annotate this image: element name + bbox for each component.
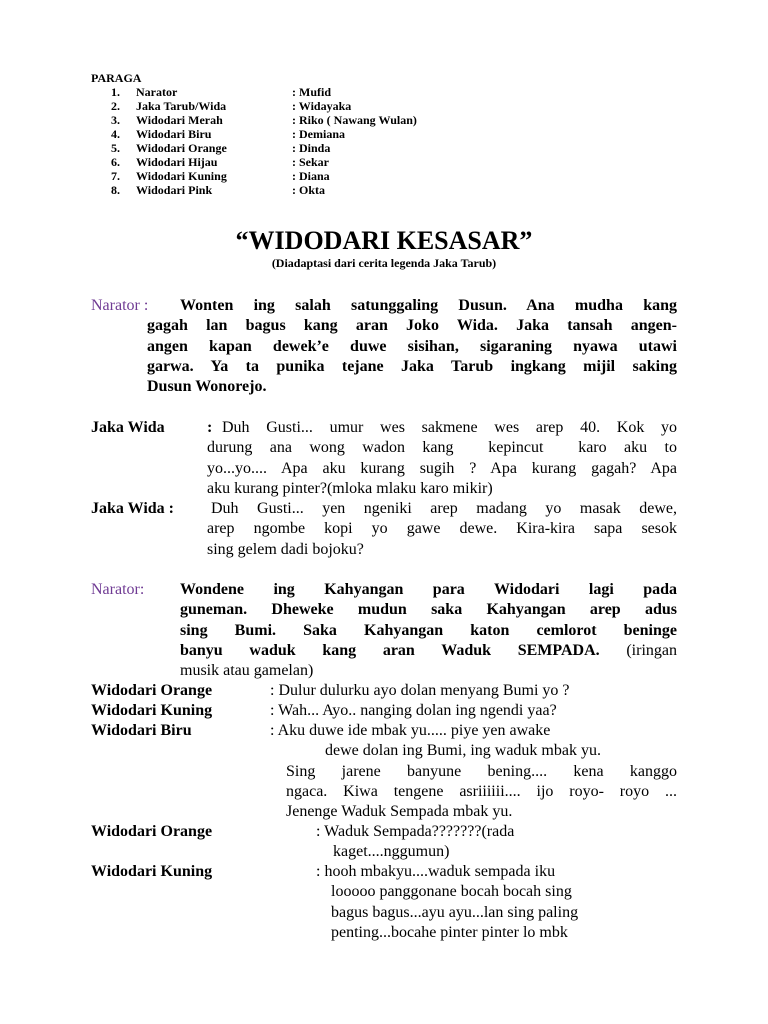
cast-actor: : Demiana — [292, 127, 345, 141]
speech-line: : Dulur dulurku ayo dolan menyang Bumi yo ? — [270, 682, 570, 699]
stage-note: musik atau gamelan) — [180, 662, 314, 680]
cast-number: 4. — [111, 127, 120, 141]
cast-actor: : Dinda — [292, 141, 331, 155]
cast-role: Widodari Orange — [136, 141, 227, 155]
biru-speech-first — [270, 721, 550, 741]
speech-line: sing Bumi. Saka Kahyangan katon cemlorot beninge — [180, 621, 677, 639]
speaker-narator: Narator: — [91, 581, 145, 598]
play-subtitle: (Diadaptasi dari cerita legenda Jaka Tarub) — [271, 256, 497, 270]
speech-line: : Aku duwe ide mbak yu..... piye yen awake — [270, 722, 551, 739]
cast-number: 6. — [111, 155, 120, 169]
speaker-widodari-orange: Widodari Orange — [91, 682, 213, 699]
kuning-speech-2 — [316, 862, 555, 882]
speaker-widodari-biru: Widodari Biru — [91, 722, 192, 739]
cast-actor: : Widayaka — [292, 99, 352, 113]
speech-line: Sing jarene banyune bening.... kena kanggo — [286, 762, 677, 780]
speaker-jaka-wida: Jaka Wida — [91, 419, 165, 436]
cast-row — [0, 99, 768, 113]
speech-line: yo...yo.... Apa aku kurang sugih ? Apa kurang gagah? Apa — [207, 459, 677, 477]
speaker-narator: Narator : — [91, 297, 149, 314]
narator-speech-2 — [180, 580, 677, 600]
speech-line-text: banyu waduk kang aran Waduk SEMPADA. — [180, 641, 600, 659]
cast-number: 1. — [111, 85, 120, 99]
narator-speech-1-cont — [147, 316, 677, 397]
speech-line: angen kapan dewek’e duwe sisihan, sigaraning nyawa utawi — [147, 337, 677, 355]
cast-row — [0, 183, 768, 197]
cast-role: Widodari Hijau — [136, 155, 218, 169]
cast-row — [0, 127, 768, 141]
kuning-speech-2-cont — [331, 882, 578, 943]
cast-role: Widodari Kuning — [136, 169, 227, 183]
jaka-speech-1 — [222, 418, 677, 438]
cast-row — [0, 169, 768, 183]
speech-line: durung ana wong wadon kang kepincut karo aku to — [207, 439, 677, 457]
cast-number: 3. — [111, 113, 120, 127]
speaker-widodari-orange: Widodari Orange — [91, 823, 213, 840]
cast-list — [0, 85, 768, 197]
play-title: “WIDODARI KESASAR” — [235, 226, 533, 255]
speech-line: aku kurang pinter?(mloka mlaku karo mikir) — [207, 479, 493, 497]
speech-line: : Waduk Sempada???????(rada — [316, 823, 515, 840]
speaker-widodari-kuning: Widodari Kuning — [91, 702, 213, 719]
narator-speech-2-cont — [180, 600, 677, 681]
speech-line: gagah lan bagus kang aran Joko Wida. Jaka tansah angen- — [147, 317, 677, 335]
cast-row — [0, 85, 768, 99]
speech-line: arep ngombe kopi yo gawe dewe. Kira-kira sapa sesok — [207, 520, 677, 538]
speech-line: sing gelem dadi bojoku? — [207, 540, 364, 558]
speech-line — [180, 641, 677, 661]
cast-number: 2. — [111, 99, 120, 113]
speaker-jaka-wida: Jaka Wida : — [91, 500, 174, 517]
jaka-speech-2 — [211, 499, 677, 519]
cast-number: 5. — [111, 141, 120, 155]
cast-row — [0, 113, 768, 127]
orange-speech-2 — [316, 822, 514, 842]
speech-line: Wondene ing Kahyangan para Widodari lagi pada — [180, 581, 677, 598]
speaker-widodari-kuning: Widodari Kuning — [91, 863, 213, 880]
speech-line: Duh Gusti... umur wes sakmene wes arep 40. Kok yo — [222, 419, 677, 436]
biru-speech-cont — [286, 762, 677, 823]
orange-speech-2-cont — [333, 842, 449, 862]
cast-role: Widodari Pink — [136, 183, 213, 197]
biru-speech-second — [325, 741, 601, 761]
cast-heading: PARAGA — [91, 71, 142, 85]
kuning-speech-1 — [270, 701, 557, 721]
speech-line: Duh Gusti... yen ngeniki arep madang yo masak dewe, — [211, 500, 677, 517]
speech-line: : hooh mbakyu....waduk sempada iku — [316, 863, 556, 880]
speech-line: dewe dolan ing Bumi, ing waduk mbak yu. — [325, 742, 601, 760]
jaka-speech-1-cont — [207, 438, 677, 499]
speech-line: Wonten ing salah satunggaling Dusun. Ana mudha kang — [180, 297, 677, 314]
cast-role: Widodari Merah — [136, 113, 223, 127]
cast-actor: : Riko ( Nawang Wulan) — [292, 113, 417, 127]
speech-line: ngaca. Kiwa tengene asriiiiii.... ijo royo- royo ... — [286, 782, 677, 800]
cast-actor: : Mufid — [292, 85, 331, 99]
speech-line: Dusun Wonorejo. — [147, 378, 267, 396]
cast-actor: : Sekar — [292, 155, 329, 169]
cast-role: Narator — [136, 85, 178, 99]
speech-line: looooo panggonane bocah bocah sing — [331, 883, 572, 901]
speech-line: Jenenge Waduk Sempada mbak yu. — [286, 803, 513, 821]
cast-role: Jaka Tarub/Wida — [136, 99, 227, 113]
cast-row — [0, 155, 768, 169]
speech-line: garwa. Ya ta punika tejane Jaka Tarub ingkang mijil saking — [147, 357, 677, 375]
speech-line: bagus bagus...ayu ayu...lan sing paling — [331, 903, 579, 921]
jaka-speech-2-cont — [207, 519, 677, 560]
speaker-colon: : — [207, 419, 213, 436]
stage-note: (iringan — [599, 641, 677, 659]
cast-actor: : Okta — [292, 183, 325, 197]
narator-speech-1 — [180, 296, 677, 316]
cast-number: 8. — [111, 183, 120, 197]
cast-row — [0, 141, 768, 155]
speech-line: kaget....nggumun) — [333, 843, 450, 861]
cast-role: Widodari Biru — [136, 127, 212, 141]
cast-actor: : Diana — [292, 169, 330, 183]
speech-line: : Wah... Ayo.. nanging dolan ing ngendi yaa? — [270, 702, 557, 719]
speech-line: guneman. Dheweke mudun saka Kahyangan arep adus — [180, 601, 677, 619]
orange-speech-1 — [270, 681, 570, 701]
cast-number: 7. — [111, 169, 120, 183]
speech-line: penting...bocahe pinter pinter lo mbk — [331, 923, 568, 941]
